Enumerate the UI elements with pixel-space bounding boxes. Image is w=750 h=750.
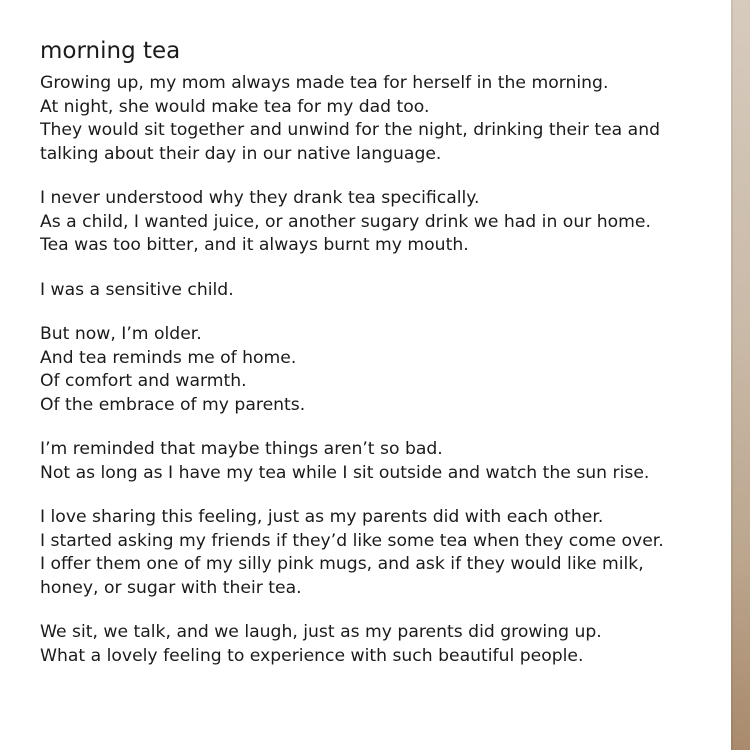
poem-line: I started asking my friends if they’d like some tea when they come over. [40, 530, 664, 551]
poem-line: Growing up, my mom always made tea for herself in the morning. [40, 73, 609, 93]
poem-title: morning tea [40, 38, 181, 64]
stanza-3 [40, 279, 720, 303]
stanza-2 [40, 187, 720, 258]
poem-line: At night, she would make tea for my dad too. [40, 96, 430, 117]
stanza-6 [40, 506, 720, 600]
poem-line: talking about their day in our native language. [40, 143, 442, 164]
poem-line: Of the embrace of my parents. [40, 394, 306, 415]
stanza-7 [40, 621, 720, 668]
poem-line: We sit, we talk, and we laugh, just as my parents did growing up. [40, 622, 602, 642]
poem-line: As a child, I wanted juice, or another sugary drink we had in our home. [40, 211, 651, 232]
poem-line: I offer them one of my silly pink mugs, and ask if they would like milk, [40, 554, 644, 574]
poem [40, 36, 720, 689]
poem-line: honey, or sugar with their tea. [40, 577, 302, 598]
poem-line: Not as long as I have my tea while I sit outside and watch the sun rise. [40, 462, 650, 483]
stanza-5 [40, 438, 720, 485]
background-edge [731, 0, 750, 750]
poem-line: But now, I’m older. [40, 324, 202, 344]
poem-line: And tea reminds me of home. [40, 347, 297, 368]
poem-line: Tea was too bitter, and it always burnt my mouth. [40, 235, 469, 255]
poem-line: I love sharing this feeling, just as my parents did with each other. [40, 507, 604, 527]
poem-line: What a lovely feeling to experience with such beautiful people. [40, 645, 584, 666]
poem-line: I never understood why they drank tea specifically. [40, 188, 480, 208]
stanza-1 [40, 72, 720, 166]
poem-line: I was a sensitive child. [40, 279, 234, 300]
stanza-4 [40, 323, 720, 417]
poem-line: They would sit together and unwind for the night, drinking their tea and [40, 120, 661, 140]
poem-line: I’m reminded that maybe things aren’t so bad. [40, 439, 443, 459]
poem-line: Of comfort and warmth. [40, 371, 247, 391]
